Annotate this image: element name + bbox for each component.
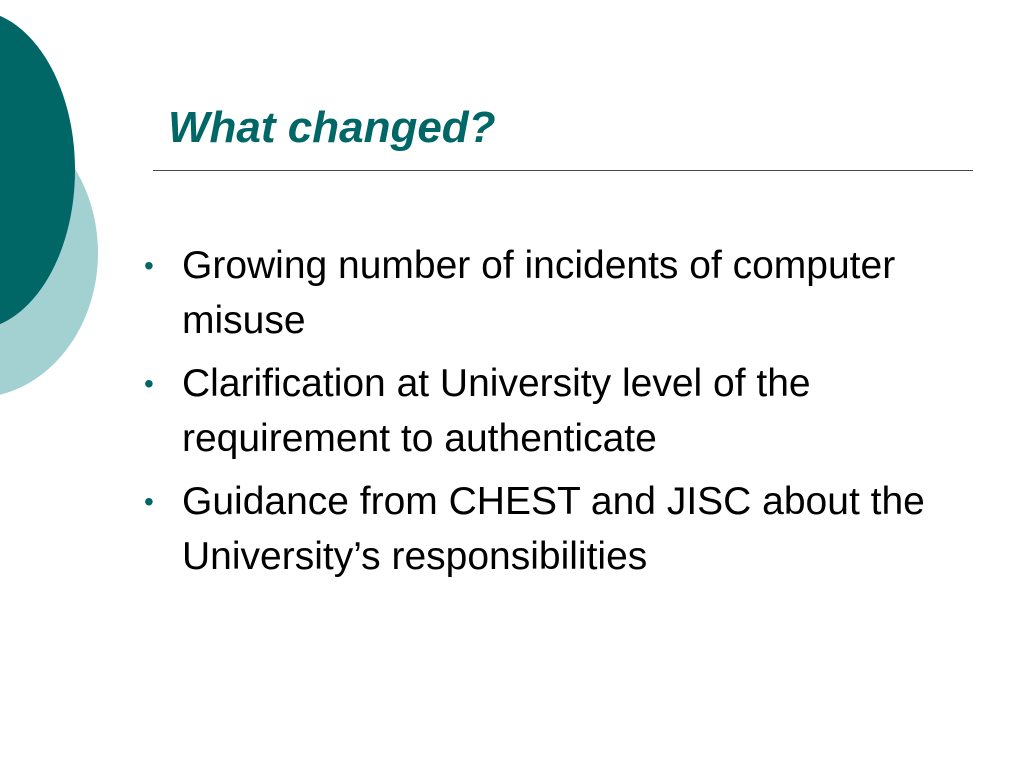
bullet-item <box>140 474 990 584</box>
slide-title: What changed? <box>168 103 496 152</box>
bullet-icon: • <box>144 250 154 281</box>
bullet-text: Clarification at University level of the requirement to authenticate <box>182 362 811 460</box>
bullet-list <box>140 238 990 592</box>
bullet-text: Guidance from CHEST and JISC about the University’s responsibilities <box>182 480 925 578</box>
bullet-item <box>140 356 990 466</box>
bullet-item <box>140 238 990 348</box>
bullet-icon: • <box>144 368 154 399</box>
bullet-icon: • <box>144 486 154 517</box>
title-divider <box>153 170 973 171</box>
bullet-text: Growing number of incidents of computer misuse <box>182 244 896 342</box>
